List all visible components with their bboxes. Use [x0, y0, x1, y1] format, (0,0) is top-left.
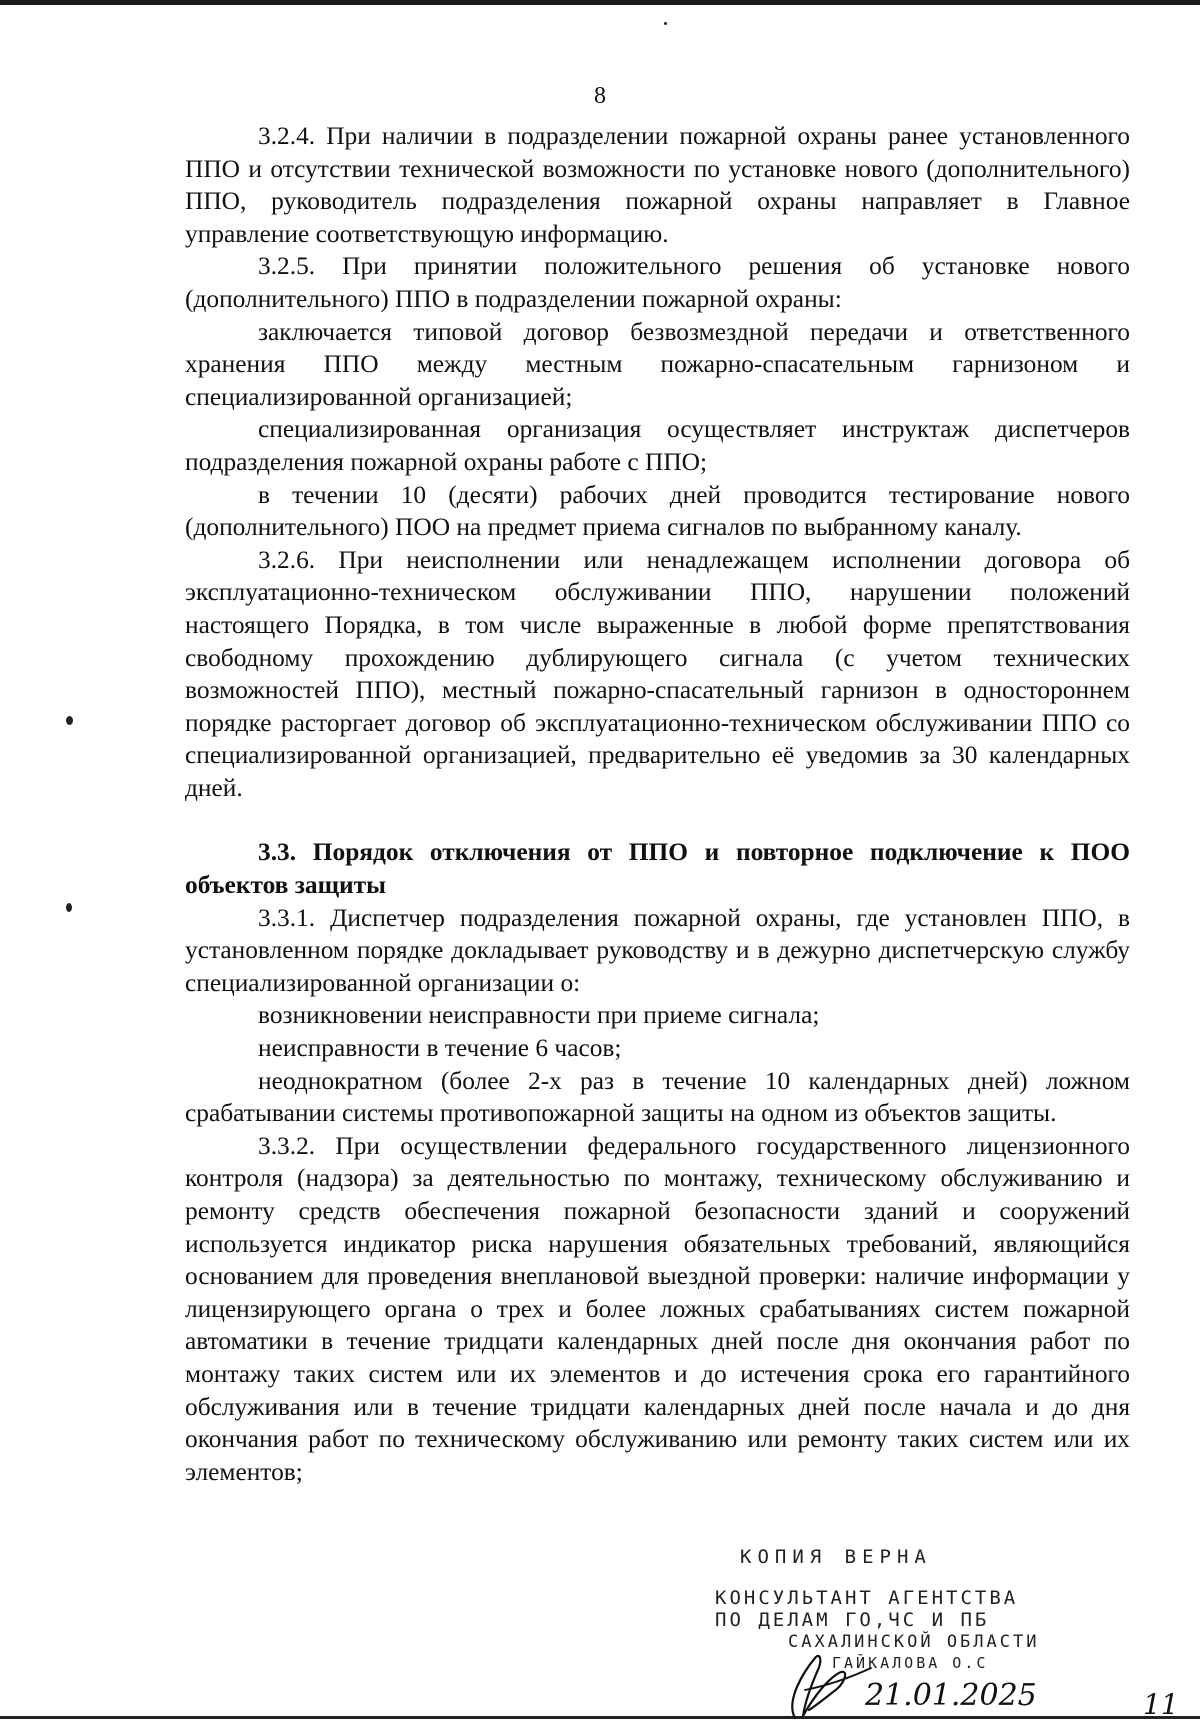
- list-item-six-hours: неисправности в течение 6 часов;: [258, 1034, 622, 1063]
- list-item-contract: заключается типовой договор безвозмездной передачи и ответственного хранения ППО между местным пожарно-спасательным гарнизоном и специализированной организацией;: [185, 317, 1130, 411]
- handwritten-date: 21.01.2025: [865, 1678, 1037, 1713]
- paragraph-3-3-1: 3.3.1. Диспетчер подразделения пожарной охраны, где установлен ППО, в установленном порядке докладывает руководству и в дежурно диспетчерскую службу специализированной организации о:: [185, 903, 1130, 997]
- scan-speck: [66, 716, 73, 725]
- scan-speck: [664, 22, 667, 25]
- stamp-region: САХАЛИНСКОЙ ОБЛАСТИ: [788, 1632, 1040, 1652]
- scan-speck: [66, 903, 72, 912]
- handwritten-sheet-number: 11: [1143, 1688, 1179, 1721]
- page-number: 8: [594, 83, 606, 109]
- stamp-agency: ПО ДЕЛАМ ГО,ЧС И ПБ: [715, 1609, 990, 1631]
- paragraph-3-2-4: 3.2.4. При наличии в подразделении пожарной охраны ранее установленного ППО и отсутствии технической возможности по установке нового (дополнительного) ППО, руководитель подразделения пожарной охраны направляет в Главное управление соответствующую информацию.: [185, 122, 1130, 248]
- section-heading-3-3: 3.3. Порядок отключения от ППО и повторное подключение к ПОО объектов защиты: [185, 838, 1130, 900]
- paragraph-3-2-5: 3.2.5. При принятии положительного решения об установке нового (дополнительного) ППО в подразделении пожарной охраны:: [185, 252, 1130, 313]
- scan-bottom-edge: [0, 1716, 1200, 1719]
- list-item-malfunction: возникновении неисправности при приеме сигнала;: [258, 1001, 820, 1030]
- stamp-name: ГАЙКАЛОВА О.С: [832, 1654, 989, 1672]
- stamp-position: КОНСУЛЬТАНТ АГЕНТСТВА: [715, 1587, 1019, 1609]
- list-item-instruction: специализированная организация осуществляет инструктаж диспетчеров подразделения пожарной охраны работе с ППО;: [185, 415, 1130, 476]
- paragraph-3-3-2: 3.3.2. При осуществлении федерального государственного лицензионного контроля (надзора) за деятельностью по монтажу, техническому обслуживанию и ремонту средств обеспечения пожарной безопасности зданий и сооружений используется индикатор риска нарушения обязательных требований, являющийся основанием для проведения внеплановой выездной проверки: наличие информации у лицензирующего органа о трех и более ложных срабатываниях систем пожарной автоматики в течение тридцати календарных дней после дня окончания работ по монтажу таких систем или их элементов и до истечения срока его гарантийного обслуживания или в течение тридцати календарных дней после начала и до дня окончания работ по техническому обслуживанию или ремонту таких систем или их элементов;: [185, 1131, 1130, 1486]
- list-item-testing: в течении 10 (десяти) рабочих дней проводится тестирование нового (дополнительного) ПОО на предмет приема сигналов по выбранному каналу.: [185, 480, 1130, 542]
- list-item-false-alarms: неоднократном (более 2-х раз в течение 10 календарных дней) ложном срабатывании системы противопожарной защиты на одном из объектов защиты.: [185, 1066, 1130, 1128]
- stamp-copy-verified: КОПИЯ ВЕРНА: [740, 1546, 932, 1568]
- scan-top-edge: [0, 0, 1200, 5]
- document-body: [185, 120, 1130, 1488]
- paragraph-3-2-6: 3.2.6. При неисполнении или ненадлежащем исполнении договора об эксплуатационно-техническом обслуживании ППО, нарушении положений настоящего Порядка, в том числе выраженные в любой форме препятствования свободному прохождению дублирующего сигнала (с учетом технических возможностей ППО), местный пожарно-спасательный гарнизон в одностороннем порядке расторгает договор об эксплуатационно-техническом обслуживании ППО со специализированной организацией, предварительно её уведомив за 30 календарных дней.: [185, 545, 1130, 802]
